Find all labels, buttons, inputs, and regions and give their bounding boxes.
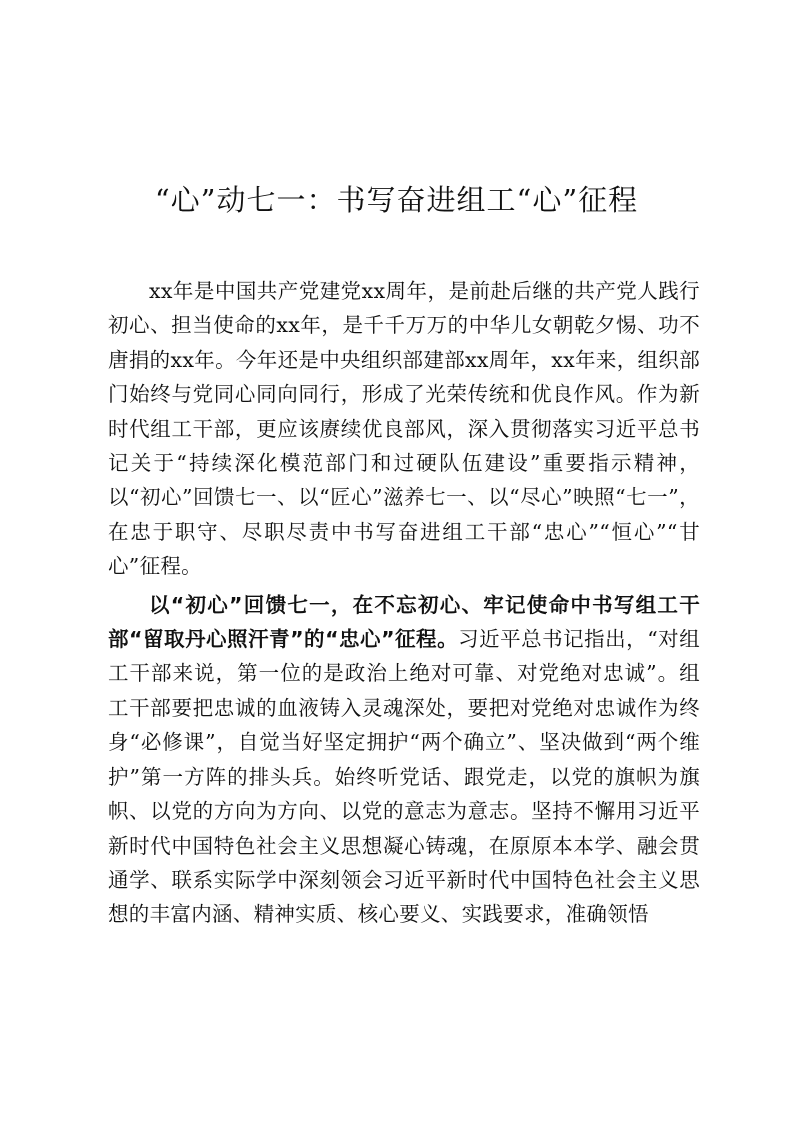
- document-body: [108, 274, 700, 932]
- paragraph-lead: 以“初心”回馈七一，在不忘初心、牢记使命中书写组工干部“留取丹心照汗青”的“忠心”征程。: [108, 592, 700, 652]
- document-title: “心”动七一：书写奋进组工“心”征程: [154, 183, 639, 217]
- paragraph-text: xx年是中国共产党建党xx周年，是前赴后继的共产党人践行初心、担当使命的xx年，是千千万万的中华儿女朝乾夕惕、功不唐捐的xx年。今年还是中央组织部建部xx周年，xx年来，组织部门始终与党同心同向同行，形成了光荣传统和优良作风。作为新时代组工干部，更应该赓续优良部风，深入贯彻落实习近平总书记关于“持续深化模范部门和过硬队伍建设”重要指示精神，以“初心”回馈七一、以“匠心”滋养七一、以“尽心”映照“七一”，在忠于职守、尽职尽责中书写奋进组工干部“忠心”“恒心”“甘心”征程。: [108, 279, 700, 579]
- paragraph-section-one: [108, 588, 700, 932]
- paragraph-intro: [108, 274, 700, 584]
- paragraph-text: 习近平总书记指出，“对组工干部来说，第一位的是政治上绝对可靠、对党绝对忠诚”。组工干部要把忠诚的血液铸入灵魂深处，要把对党绝对忠诚作为终身“必修课”，自觉当好坚定拥护“两个确立”、坚决做到“两个维护”第一方阵的排头兵。始终听党话、跟党走，以党的旗帜为旗帜、以党的方向为方向、以党的意志为意志。坚持不懈用习近平新时代中国特色社会主义思想凝心铸魂，在原原本本学、融会贯通学、联系实际学中深刻领会习近平新时代中国特色社会主义思想的丰富内涵、精神实质、核心要义、实践要求，准确领悟: [108, 627, 700, 927]
